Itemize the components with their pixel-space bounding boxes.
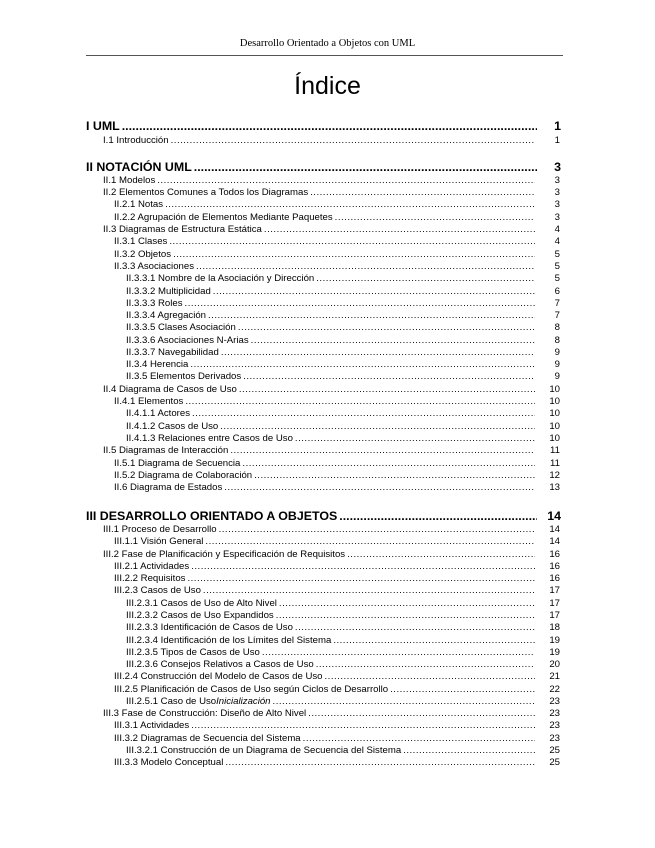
toc-entry-label: II.3.3.6 Asociaciones N-Arias [126,335,249,346]
toc-page-number: 10 [549,421,560,432]
dot-leader [194,159,537,175]
toc-page-number: 19 [549,635,560,646]
toc-entry-label: II.6 Diagrama de Estados [114,482,223,493]
toc-entry-label: III.2.5.1 Caso de Uso [126,696,217,707]
toc-page-number: 16 [549,561,560,572]
toc-page-number: 6 [554,286,560,297]
toc-entry-label: III.1 Proceso de Desarrollo [103,524,217,535]
toc-entry-label: II.5.1 Diagrama de Secuencia [114,458,241,469]
toc-page-number: 9 [554,347,560,358]
toc-page-number: 1 [554,135,560,146]
toc-page-number: 10 [549,384,560,395]
toc-entry[interactable] [0,621,655,634]
toc-entry-label: III.2.5 Planificación de Casos de Uso según Ciclos de Desarrollo [114,684,389,695]
toc-entry-label: II.3 Diagramas de Estructura Estática [103,224,262,235]
toc-chapter-entry[interactable] [0,508,655,524]
toc-page-number: 16 [549,573,560,584]
toc-entry-label: III.2.3.2 Casos de Uso Expandidos [126,610,274,621]
dot-leader [224,481,535,494]
toc-entry-label: III.2.3.5 Tipos de Casos de Uso [126,647,260,658]
toc-entry-label: II.5.2 Diagrama de Colaboración [114,470,253,481]
dot-leader [205,535,535,548]
toc-page-number: 14 [549,524,560,535]
toc-page-number: 4 [554,236,560,247]
toc-page-number: 3 [554,175,560,186]
toc-entry[interactable] [0,756,655,769]
toc-entry-label-italic: Inicialización [216,696,271,707]
toc-entry-label: III.3 Fase de Construcción: Diseño de Alto Nivel [103,708,307,719]
toc-page-number: 8 [554,335,560,346]
toc-page-number: 10 [549,396,560,407]
toc-page-number: 13 [549,482,560,493]
toc-entry-label: II.3.5 Elementos Derivados [126,371,242,382]
toc-entry-label: I UML [86,119,120,133]
toc-entry-label: II.4.1.3 Relaciones entre Casos de Uso [126,433,293,444]
toc-entry-label: II.3.3.5 Clases Asociación [126,322,236,333]
toc-page-number: 3 [554,187,560,198]
toc-page-number: 9 [554,371,560,382]
toc-entry-label: II.3.4 Herencia [126,359,189,370]
dot-leader [192,407,535,420]
dot-leader [325,670,535,683]
dot-leader [230,444,535,457]
toc-entry[interactable] [0,272,655,285]
toc-entry[interactable] [0,670,655,683]
toc-entry-label: III.3.1 Actividades [114,720,190,731]
toc-entry[interactable] [0,198,655,211]
toc-page-number: 22 [549,684,560,695]
toc-entry-label: III DESARROLLO ORIENTADO A OBJETOS [86,509,338,523]
toc-entry-label: III.2.2 Requisitos [114,573,186,584]
toc-page-number: 8 [554,322,560,333]
toc-entry[interactable] [0,407,655,420]
toc-entry[interactable] [0,584,655,597]
toc-entry-label: II.3.3.2 Multiplicidad [126,286,211,297]
toc-entry-label: III.1.1 Visión General [114,536,204,547]
toc-chapter-entry[interactable] [0,159,655,175]
toc-page-number: 5 [554,249,560,260]
toc-page-number: 10 [549,433,560,444]
toc-entry[interactable] [0,535,655,548]
toc-entry-label: II.3.1 Clases [114,236,168,247]
toc-entry-label: II.4.1.1 Actores [126,408,190,419]
toc-entry-label: I.1 Introducción [103,135,169,146]
toc-page-number: 14 [549,536,560,547]
dot-leader [169,235,535,248]
toc-page-number: 16 [549,549,560,560]
toc-entry-label: II.4 Diagrama de Casos de Uso [103,384,237,395]
toc-page-number: 3 [554,160,561,174]
dot-leader [122,118,537,134]
toc-entry-label: II.3.2 Objetos [114,249,172,260]
dot-leader [295,621,535,634]
dot-leader [225,756,535,769]
toc-entry[interactable] [0,370,655,383]
toc-page-number: 3 [554,212,560,223]
toc-page-number: 11 [550,445,560,456]
dot-leader [165,198,535,211]
toc-entry-label: II.3.3.4 Agregación [126,310,207,321]
toc-page-number: 10 [549,408,560,419]
toc-page-number: 1 [554,119,561,133]
toc-entry-label: II.3.3 Asociaciones [114,261,194,272]
toc-entry-label: III.2 Fase de Planificación y Especificación de Requisitos [103,549,346,560]
toc-page-number: 23 [549,720,560,731]
toc-entry-label: II NOTACIÓN UML [86,160,192,174]
toc-page-number: 14 [547,509,561,523]
toc-page-number: 23 [549,708,560,719]
toc-page-number: 23 [549,696,560,707]
toc-page-number: 17 [549,610,560,621]
toc-entry-label: III.2.3.3 Identificación de Casos de Uso [126,622,293,633]
header-rule [86,55,563,56]
toc-entry[interactable] [0,481,655,494]
toc-page-number: 12 [549,470,560,481]
toc-entry-label: III.2.4 Construcción del Modelo de Casos de Uso [114,671,323,682]
toc-page-number: 4 [554,224,560,235]
toc-page-number: 5 [554,273,560,284]
toc-page-number: 3 [554,199,560,210]
running-header: Desarrollo Orientado a Objetos con UML [239,38,416,49]
toc-page-number: 25 [549,745,560,756]
toc-entry[interactable] [0,719,655,732]
dot-leader [316,272,535,285]
toc-entry-label: III.3.3 Modelo Conceptual [114,757,224,768]
dot-leader [238,321,535,334]
toc-entry-label: II.2 Elementos Comunes a Todos los Diagramas [103,187,309,198]
toc-entry-label: II.4.1 Elementos [114,396,184,407]
toc-entry[interactable] [0,235,655,248]
dot-leader [171,134,535,147]
toc-entry[interactable] [0,444,655,457]
toc-entry-label: III.2.3.6 Consejos Relativos a Casos de Uso [126,659,314,670]
page-title: Índice [294,72,361,100]
dot-leader [339,508,537,524]
toc-page-number: 17 [549,598,560,609]
toc-entry-label: II.2.2 Agrupación de Elementos Mediante Paquetes [114,212,333,223]
toc-entry-label: III.3.2.1 Construcción de un Diagrama de Secuencia del Sistema [126,745,402,756]
toc-entry[interactable] [0,321,655,334]
toc-page-number: 20 [549,659,560,670]
toc-entry-label: II.4.1.2 Casos de Uso [126,421,219,432]
toc-entry-label: II.3.3.3 Roles [126,298,183,309]
toc-page-number: 5 [554,261,560,272]
toc-entry-label: III.2.3.1 Casos de Uso de Alto Nivel [126,598,277,609]
toc-entry-label: II.3.3.7 Navegabilidad [126,347,219,358]
toc-page-number: 19 [549,647,560,658]
toc-page-number: 7 [554,310,560,321]
toc-page-number: 18 [549,622,560,633]
toc-entry-label: III.2.3.4 Identificación de los Límites del Sistema [126,635,332,646]
toc-page-number: 21 [549,671,560,682]
toc-page-number: 11 [550,458,560,469]
toc-entry-label: III.2.3 Casos de Uso [114,585,201,596]
dot-leader [243,370,535,383]
toc-entry-label: III.2.1 Actividades [114,561,190,572]
toc-page-number: 23 [549,733,560,744]
toc-page-number: 25 [549,757,560,768]
toc-entry-label: II.3.3.1 Nombre de la Asociación y Dirección [126,273,315,284]
toc-chapter-entry[interactable] [0,118,655,134]
toc-page-number: 9 [554,359,560,370]
toc-page-number: 17 [549,585,560,596]
toc-entry-label: II.2.1 Notas [114,199,164,210]
toc-entry-label: III.3.2 Diagramas de Secuencia del Sistema [114,733,301,744]
dot-leader [191,719,535,732]
toc-entry[interactable] [0,134,655,147]
toc-page-number: 7 [554,298,560,309]
toc-entry-label: II.1 Modelos [103,175,156,186]
dot-leader [203,584,535,597]
toc-entry-label: II.5 Diagramas de Interacción [103,445,229,456]
